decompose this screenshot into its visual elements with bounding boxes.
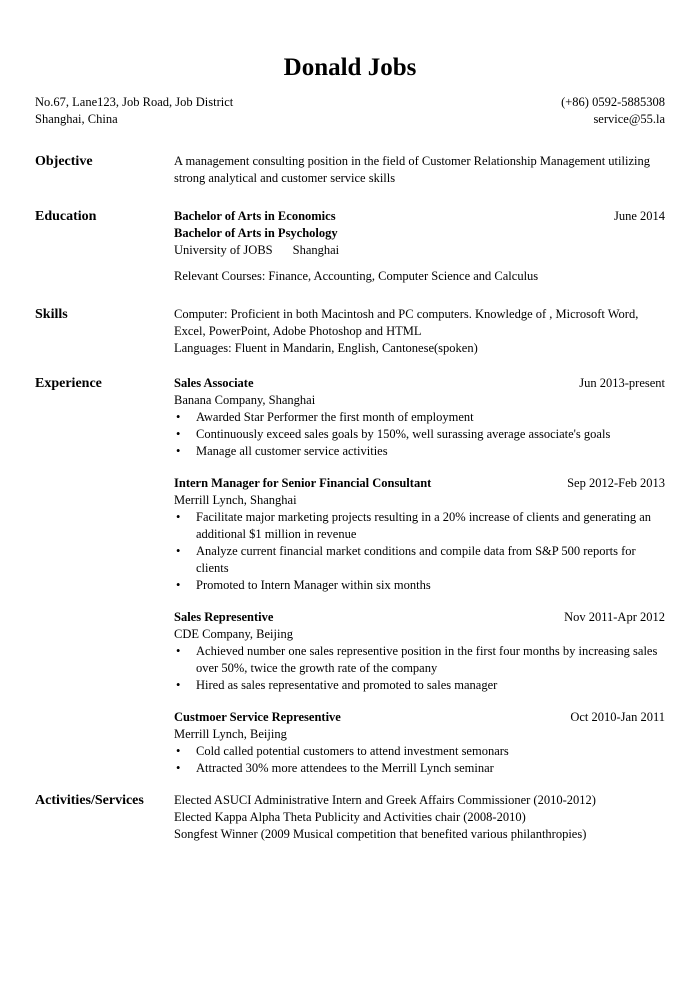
job-bullet: • Manage all customer service activities: [174, 443, 665, 460]
job-company: Banana Company, Shanghai: [174, 393, 316, 407]
email-address: service@55.la: [593, 112, 665, 126]
job-bullet: • Achieved number one sales representive position in the first four months by increasing sales over 50%, twice the growth rate of the company: [174, 643, 665, 677]
activity-item: Elected Kappa Alpha Theta Publicity and Activities chair (2008-2010): [174, 810, 526, 824]
contact-block: [35, 94, 665, 128]
job-title: Sales Associate: [174, 376, 254, 390]
activity-item: Songfest Winner (2009 Musical competition that benefited various philanthropies): [174, 827, 587, 841]
job-bullet: • Attracted 30% more attendees to the Merrill Lynch seminar: [174, 760, 665, 777]
address-line-2: Shanghai, China: [35, 112, 118, 126]
job-entry: [174, 475, 665, 594]
skills-computer: Computer: Proficient in both Macintosh and PC computers. Knowledge of , Microsoft Word, Excel, PowerPoint, Adobe Photoshop and HTML: [174, 307, 639, 338]
activity-item: Elected ASUCI Administrative Intern and Greek Affairs Commissioner (2010-2012): [174, 793, 596, 807]
job-company: Merrill Lynch, Beijing: [174, 727, 287, 741]
phone-number: (+86) 0592-5885308: [561, 95, 665, 109]
job-date: Oct 2010-Jan 2011: [570, 710, 665, 724]
graduation-date: June 2014: [613, 209, 665, 223]
university-city: Shanghai: [292, 243, 340, 257]
job-bullet: • Promoted to Intern Manager within six months: [174, 577, 665, 594]
degree-psychology: Bachelor of Arts in Psychology: [174, 226, 338, 240]
resume-name: Donald Jobs: [283, 54, 417, 81]
job-company: CDE Company, Beijing: [174, 627, 293, 641]
job-bullet: • Analyze current financial market conditions and compile data from S&P 500 reports for clients: [174, 543, 665, 577]
job-bullet: • Hired as sales representative and promoted to sales manager: [174, 677, 665, 694]
job-title: Sales Representive: [174, 610, 274, 624]
skills-languages: Languages: Fluent in Mandarin, English, Cantonese(spoken): [174, 341, 478, 355]
relevant-courses: Relevant Courses: Finance, Accounting, Computer Science and Calculus: [174, 269, 539, 283]
job-company: Merrill Lynch, Shanghai: [174, 493, 297, 507]
job-entry: [174, 709, 665, 777]
university-name: University of JOBS: [174, 243, 273, 257]
job-title: Intern Manager for Senior Financial Consultant: [174, 476, 432, 490]
address-line-1: No.67, Lane123, Job Road, Job District: [35, 95, 234, 109]
job-title: Custmoer Service Representive: [174, 710, 341, 724]
section-title-activities: Activities/Services: [35, 793, 144, 808]
job-date: Jun 2013-present: [579, 376, 665, 390]
section-title-experience: Experience: [35, 376, 102, 391]
job-bullet: • Facilitate major marketing projects resulting in a 20% increase of clients and generating an additional $1 million in revenue: [174, 509, 665, 543]
job-bullet: • Continuously exceed sales goals by 150%, well surassing average associate's goals: [174, 426, 665, 443]
job-bullet: • Cold called potential customers to attend investment semonars: [174, 743, 665, 760]
job-date: Sep 2012-Feb 2013: [567, 476, 665, 490]
job-entry: [174, 375, 665, 460]
job-bullet: • Awarded Star Performer the first month of employment: [174, 409, 665, 426]
job-date: Nov 2011-Apr 2012: [564, 610, 665, 624]
section-title-skills: Skills: [35, 307, 68, 322]
section-title-education: Education: [35, 209, 97, 224]
objective-text: A management consulting position in the field of Customer Relationship Management utilizing strong analytical and customer service skills: [174, 154, 650, 185]
section-title-objective: Objective: [35, 154, 93, 169]
job-entry: [174, 609, 665, 694]
degree-economics: Bachelor of Arts in Economics: [174, 209, 336, 223]
